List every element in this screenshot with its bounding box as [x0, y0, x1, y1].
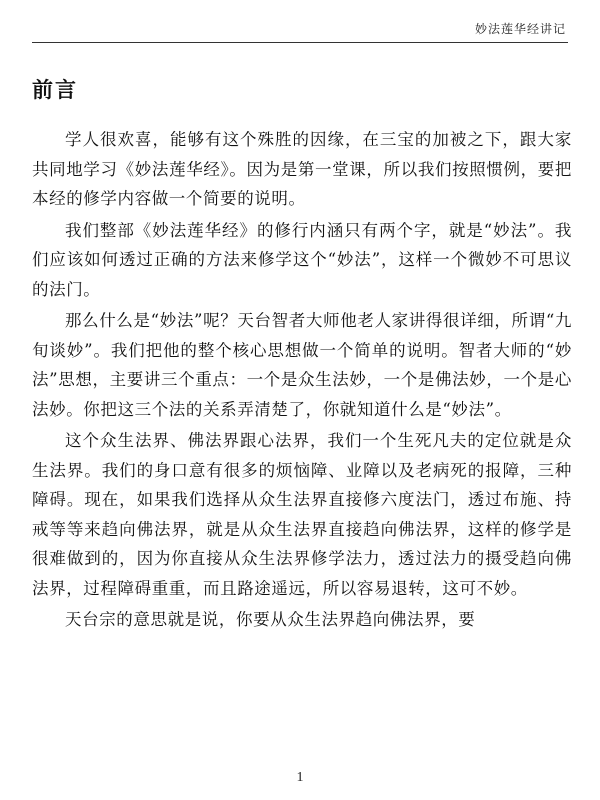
running-header: 妙法莲华经讲记	[474, 22, 566, 36]
page-number: 1	[296, 770, 304, 785]
chapter-title: 前言	[32, 78, 78, 102]
body-text	[32, 125, 572, 637]
paragraph-1: 学人很欢喜，能够有这个殊胜的因缘，在三宝的加被之下，跟大家共同地学习《妙法莲华经》。因为是第一堂课，所以我们按照惯例，要把本经的修学内容做一个简要的说明。	[32, 130, 572, 208]
paragraph-4: 这个众生法界、佛法界跟心法界，我们一个生死凡夫的定位就是众生法界。我们的身口意有很多的烦恼障、业障以及老病死的报障，三种障碍。现在，如果我们选择从众生法界直接修六度法门，透过布施、持戒等等来趋向佛法界，就是从众生法界直接趋向佛法界，这样的修学是很难做到的，因为你直接从众生法界修学法力，透过法力的摄受趋向佛法界，过程障碍重重，而且路途遥远，所以容易退转，这可不妙。	[32, 431, 572, 598]
paragraph-3: 那么什么是“妙法”呢？天台智者大师他老人家讲得很详细，所谓“九旬谈妙”。我们把他的整个核心思想做一个简单的说明。智者大师的“妙法”思想，主要讲三个重点：一个是众生法妙，一个是佛法妙，一个是心法妙。你把这三个法的关系弄清楚了，你就知道什么是“妙法”。	[32, 311, 572, 419]
paragraph-2: 我们整部《妙法莲华经》的修行内涵只有两个字，就是“妙法”。我们应该如何透过正确的方法来修学这个“妙法”，这样一个微妙不可思议的法门。	[32, 220, 572, 299]
header-divider	[32, 42, 568, 43]
paragraph-5: 天台宗的意思就是说，你要从众生法界趋向佛法界，要	[65, 610, 476, 629]
